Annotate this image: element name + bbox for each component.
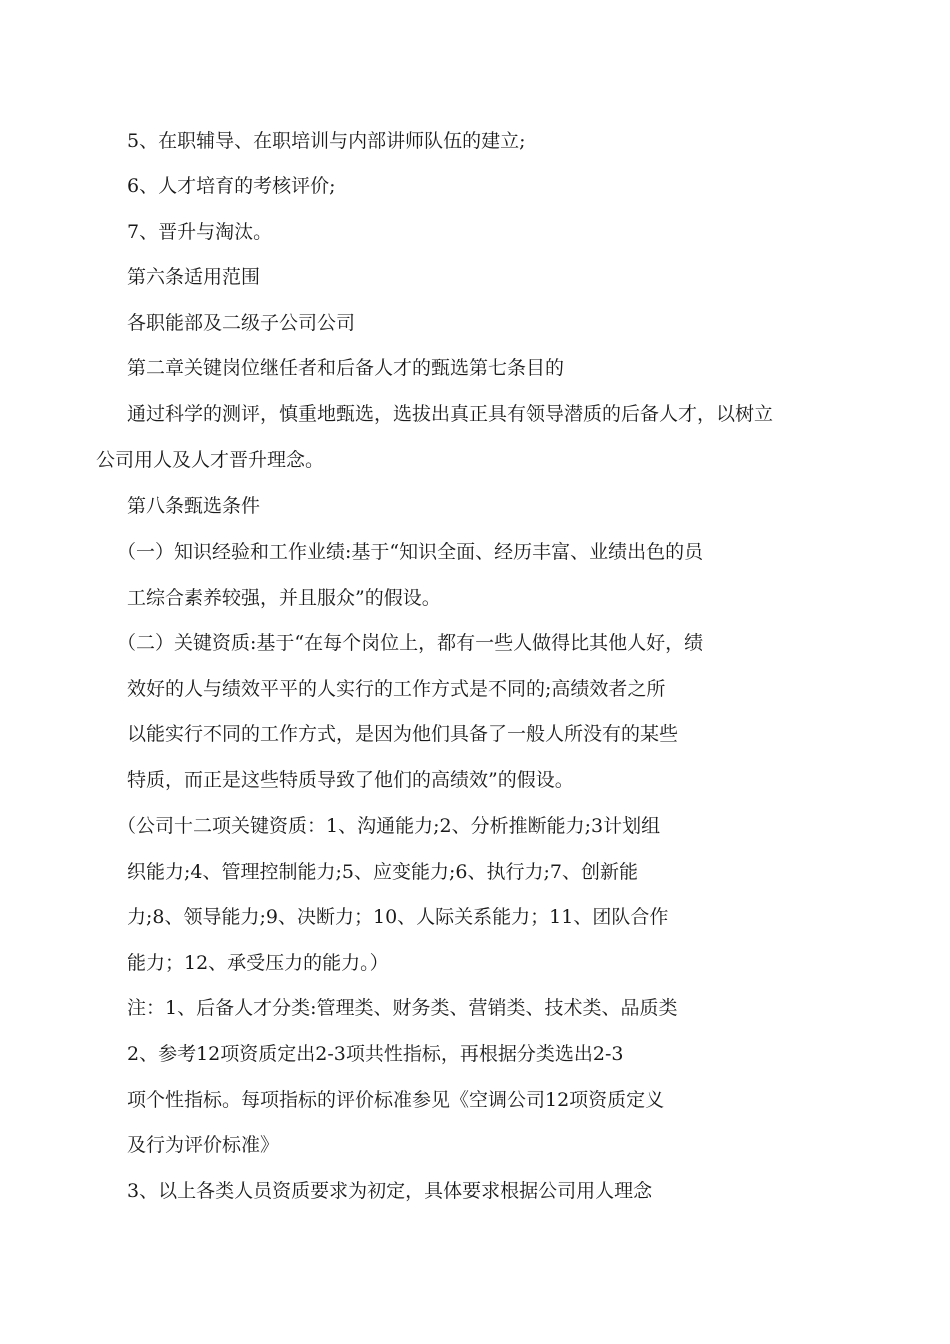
text-line: 6、人才培育的考核评价; bbox=[127, 175, 336, 197]
note-line: 及行为评价标准》 bbox=[127, 1134, 280, 1156]
text-line: （二）关键资质:基于“在每个岗位上，都有一些人做得比其他人好，绩 bbox=[117, 632, 704, 654]
text-line: （一）知识经验和工作业绩:基于“知识全面、经历丰富、业绩出色的员 bbox=[117, 541, 704, 563]
note-line: 项个性指标。每项指标的评价标准参见《空调公司12项资质定义 bbox=[127, 1089, 665, 1111]
note-line: 3、以上各类人员资质要求为初定，具体要求根据公司用人理念 bbox=[127, 1180, 653, 1202]
text-line: 力;8、领导能力;9、决断力；10、人际关系能力；11、团队合作 bbox=[127, 906, 669, 928]
text-line: 能力；12、承受压力的能力。） bbox=[127, 952, 389, 974]
chapter-heading: 第二章关键岗位继任者和后备人才的甄选第七条目的 bbox=[127, 357, 565, 379]
text-line: 以能实行不同的工作方式，是因为他们具备了一般人所没有的某些 bbox=[127, 723, 679, 745]
text-line: 织能力;4、管理控制能力;5、应变能力;6、执行力;7、创新能 bbox=[127, 861, 638, 883]
note-line: 2、参考12项资质定出2-3项共性指标，再根据分类选出2-3 bbox=[127, 1043, 624, 1065]
note-line: 注：1、后备人才分类:管理类、财务类、营销类、技术类、品质类 bbox=[127, 997, 678, 1019]
section-heading: 第六条适用范围 bbox=[127, 266, 261, 288]
text-line: 各职能部及二级子公司公司 bbox=[127, 312, 356, 334]
text-line: 7、晋升与淘汰。 bbox=[127, 221, 273, 243]
text-line: 公司用人及人才晋升理念。 bbox=[96, 449, 325, 471]
section-heading: 第八条甄选条件 bbox=[127, 495, 261, 517]
text-line: 工综合素养较强，并且服众”的假设。 bbox=[127, 587, 441, 609]
text-line: 效好的人与绩效平平的人实行的工作方式是不同的;高绩效者之所 bbox=[127, 678, 666, 700]
text-line: 通过科学的测评，慎重地甄选，选拔出真正具有领导潜质的后备人才，以树立 bbox=[127, 403, 774, 425]
text-line: （公司十二项关键资质：1、沟通能力;2、分析推断能力;3计划组 bbox=[117, 815, 661, 837]
text-line: 特质，而正是这些特质导致了他们的高绩效”的假设。 bbox=[127, 769, 574, 791]
text-line: 5、在职辅导、在职培训与内部讲师队伍的建立; bbox=[127, 130, 526, 152]
